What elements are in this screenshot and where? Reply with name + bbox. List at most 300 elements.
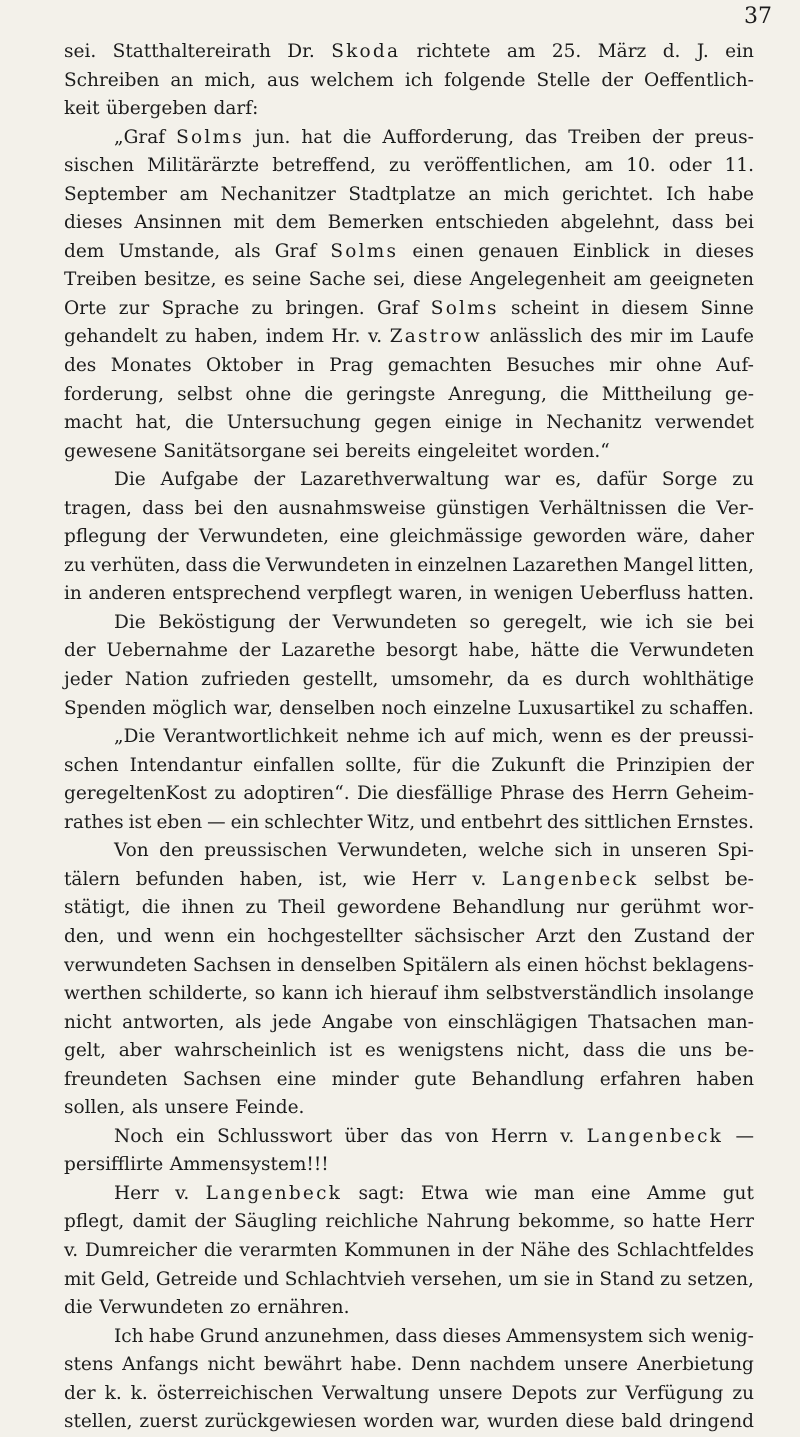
word: so: [254, 983, 276, 1005]
word: eingeleitet: [417, 440, 518, 462]
word: Graf: [274, 240, 317, 262]
word: schen: [64, 754, 119, 776]
word: unsere: [438, 1382, 503, 1404]
word: ihnen: [181, 897, 235, 919]
word: gestellt,: [302, 669, 379, 691]
word: gewesene: [64, 440, 157, 462]
word: der: [722, 925, 754, 947]
word: wohlthätige: [642, 669, 754, 691]
word: Verwaltung: [322, 1382, 430, 1404]
word: zu: [245, 897, 268, 919]
word: wenn: [164, 925, 215, 947]
word: jun.: [254, 126, 291, 148]
word: darf:: [213, 98, 259, 120]
word: worden: [363, 1411, 434, 1433]
word: befunden: [135, 868, 224, 890]
text-line: [64, 609, 754, 638]
text-line: [64, 38, 754, 67]
word: September: [64, 183, 168, 205]
word: der: [288, 611, 320, 633]
word: dass: [185, 554, 228, 576]
word: auf: [454, 726, 484, 748]
word: ein: [226, 925, 256, 947]
word: anlässlich: [489, 326, 583, 348]
word: Schlachtvieh: [284, 1268, 406, 1290]
text-line: [64, 238, 754, 267]
text-line: [64, 381, 754, 410]
word: als: [234, 240, 261, 262]
word: hätte: [530, 640, 580, 662]
word: Denn: [411, 1354, 461, 1376]
word: Angelegenheit: [469, 269, 606, 291]
text-line: [64, 837, 754, 866]
word: v.: [560, 1125, 575, 1147]
word: sich: [648, 1325, 686, 1347]
word: Hr.: [331, 326, 361, 348]
word: in: [296, 355, 315, 377]
word: entsprechend: [172, 583, 301, 605]
word: werthen: [64, 983, 142, 1005]
word: noch: [381, 697, 427, 719]
word: war,: [233, 697, 273, 719]
word: Behandlung: [471, 1068, 585, 1090]
word: ich: [417, 726, 446, 748]
word: indem: [265, 326, 324, 348]
word: sei.: [64, 41, 97, 62]
text-line: [64, 1408, 754, 1437]
word: ihm: [443, 983, 480, 1005]
word: Einblick: [572, 240, 650, 262]
word: eine: [590, 1182, 631, 1204]
text-line: [64, 295, 754, 324]
text-line: [64, 1037, 754, 1066]
word: am: [506, 41, 536, 62]
word: mit: [233, 212, 265, 234]
word: die: [576, 754, 605, 776]
text-line: [64, 152, 754, 181]
word: günstigen: [436, 497, 530, 519]
word: Graf: [376, 297, 419, 319]
word: der: [64, 1382, 96, 1404]
word: aber: [118, 1040, 162, 1062]
word: um: [508, 1268, 538, 1290]
word: der: [601, 69, 633, 91]
word: den,: [64, 925, 105, 947]
word: Sinne: [700, 297, 754, 319]
word: Lazarethverwaltung: [300, 469, 490, 491]
word: hochgestellter: [267, 925, 403, 947]
word: dass: [671, 212, 714, 234]
word: bei: [725, 611, 754, 633]
word: Anregung,: [448, 383, 547, 405]
word: Laufe: [700, 326, 754, 348]
word: von: [445, 1125, 479, 1147]
word: geringste: [346, 383, 436, 405]
text-line: [64, 552, 754, 581]
body-text: [64, 38, 754, 1437]
word: Ich: [114, 1325, 144, 1347]
word: die: [232, 554, 261, 576]
word: jede: [272, 1011, 312, 1033]
word: v.: [367, 326, 383, 348]
word: der: [156, 526, 189, 548]
word: Verfügung: [625, 1382, 724, 1404]
word: dieses: [695, 240, 754, 262]
word: ein: [725, 41, 754, 62]
word: einige: [444, 412, 503, 434]
word: gewordene: [336, 897, 441, 919]
word: ohne: [655, 355, 702, 377]
word: betreffend,: [272, 155, 376, 177]
word: es: [610, 726, 632, 748]
text-line: [64, 980, 754, 1009]
word: Militärärzte: [147, 155, 260, 177]
word: ein: [230, 811, 260, 833]
word: gerichtet.: [562, 183, 654, 205]
word: dass: [582, 1040, 625, 1062]
word: es: [364, 1040, 386, 1062]
word: ich: [334, 983, 364, 1005]
word: war,: [440, 1411, 481, 1433]
word: zu: [64, 554, 86, 576]
word: einfallen: [253, 754, 335, 776]
word: Luxusartikel: [517, 697, 635, 719]
text-line: [64, 209, 754, 238]
word: verpflegt: [307, 583, 392, 605]
word: nicht: [207, 1354, 255, 1376]
word: Monates: [110, 355, 192, 377]
word: Orte: [64, 297, 107, 319]
word: Langenbeck: [205, 1182, 343, 1204]
word: Theil: [278, 897, 326, 919]
word: habe,: [468, 640, 520, 662]
word: hierauf: [369, 983, 438, 1005]
word: die: [590, 640, 620, 662]
word: geregelt,: [502, 611, 588, 633]
word: Depots: [511, 1382, 578, 1404]
word: wie: [363, 868, 396, 890]
word: sittlichen: [584, 811, 672, 833]
word: unsere: [164, 1097, 229, 1119]
word: Phrase: [499, 783, 565, 805]
word: Auf-: [716, 355, 754, 377]
word: wie: [600, 611, 633, 633]
word: die: [677, 497, 706, 519]
word: Ver-: [716, 497, 754, 519]
word: Verwundeten,: [198, 526, 330, 548]
word: adoptiren“.: [243, 783, 350, 805]
word: Mittheilung: [601, 383, 712, 405]
word: sagt:: [358, 1182, 405, 1204]
word: der: [194, 1211, 226, 1233]
word: antworten,: [122, 1011, 225, 1033]
text-line: [64, 266, 754, 295]
word: persifflirte: [64, 1154, 164, 1176]
word: gehandelt: [64, 326, 158, 348]
word: nehme: [346, 726, 410, 748]
word: man: [534, 1182, 575, 1204]
word: Verwundeten: [99, 1297, 224, 1319]
word: entbehrt: [460, 811, 542, 833]
word: haben: [696, 1068, 754, 1090]
word: Die: [356, 783, 389, 805]
word: am: [613, 269, 642, 291]
word: Zukunft: [491, 754, 566, 776]
word: so: [623, 1211, 645, 1233]
text-line: [64, 1180, 754, 1209]
page-number: 37: [744, 4, 772, 29]
word: sollen,: [64, 1097, 126, 1119]
word: Lazarethen: [512, 554, 619, 576]
word: die: [141, 897, 171, 919]
word: folgende: [444, 69, 526, 91]
word: in: [394, 554, 413, 576]
word: d.: [662, 41, 681, 62]
word: be-: [724, 868, 754, 890]
word: Stelle: [536, 69, 591, 91]
word: Anfangs: [122, 1354, 199, 1376]
word: Solms: [330, 240, 399, 262]
word: in: [591, 297, 610, 319]
word: an: [468, 183, 492, 205]
word: zurückgewiesen: [204, 1411, 357, 1433]
word: Herrn: [491, 1125, 548, 1147]
word: selbstverständlich: [485, 983, 658, 1005]
word: diesfällige: [395, 783, 493, 805]
word: geworden: [532, 526, 627, 548]
word: es: [542, 669, 563, 691]
word: schilderte,: [148, 983, 249, 1005]
word: gemachten: [387, 355, 492, 377]
word: diesem: [621, 297, 689, 319]
word: stätigt,: [64, 897, 131, 919]
word: eine: [339, 526, 380, 548]
word: Die: [114, 469, 146, 491]
text-line: [64, 67, 754, 96]
word: unsere: [564, 1354, 629, 1376]
word: in: [469, 583, 488, 605]
text-line: [64, 695, 754, 724]
word: Verhältnissen: [539, 497, 667, 519]
word: nicht: [64, 1011, 112, 1033]
word: dringend: [668, 1411, 754, 1433]
word: mir: [609, 355, 642, 377]
word: dafür: [596, 469, 647, 491]
text-line: [64, 923, 754, 952]
text-line: [64, 894, 754, 923]
word: des: [546, 811, 580, 833]
word: man-: [707, 1011, 754, 1033]
word: v.: [64, 1239, 79, 1261]
word: habe: [148, 1325, 195, 1347]
word: verwendet: [654, 412, 754, 434]
word: und: [243, 1268, 279, 1290]
word: und: [420, 811, 456, 833]
word: entschieden: [435, 212, 549, 234]
word: 11.: [724, 155, 754, 177]
word: als: [131, 1097, 159, 1119]
word: für: [412, 754, 441, 776]
text-line: [64, 780, 754, 809]
word: tragen,: [64, 497, 132, 519]
word: gute: [414, 1068, 457, 1090]
text-line: [64, 580, 754, 609]
word: an: [170, 69, 194, 91]
word: Prag: [329, 355, 374, 377]
word: den: [587, 925, 622, 947]
word: ist: [329, 1040, 353, 1062]
word: wor-: [711, 897, 754, 919]
word: Arzt: [535, 925, 576, 947]
word: ich: [404, 69, 434, 91]
word: anzunehmen,: [264, 1325, 391, 1347]
word: schlechter: [264, 811, 363, 833]
word: —: [735, 1125, 754, 1147]
word: bald: [621, 1411, 663, 1433]
word: verarmten: [239, 1239, 338, 1261]
word: zu: [732, 1382, 754, 1404]
word: Witz,: [367, 811, 416, 833]
text-line: [64, 723, 754, 752]
word: die: [559, 383, 589, 405]
word: bekomme,: [518, 1211, 616, 1233]
word: oder: [668, 155, 712, 177]
word: Mangel: [623, 554, 694, 576]
word: bei: [194, 497, 224, 519]
word: hat,: [135, 412, 172, 434]
word: dass: [395, 1325, 438, 1347]
word: die: [64, 1297, 93, 1319]
word: dieses: [64, 212, 123, 234]
word: Herr: [709, 1211, 754, 1233]
word: österreichischen: [156, 1382, 314, 1404]
word: Herr: [114, 1182, 159, 1204]
word: Stand: [599, 1268, 655, 1290]
word: beklagens-: [652, 954, 754, 976]
word: preus-: [694, 126, 754, 148]
text-line: [64, 1009, 754, 1038]
word: am: [179, 183, 209, 205]
word: sie: [686, 611, 713, 633]
text-line: [64, 181, 754, 210]
word: die: [451, 754, 481, 776]
word: Zustand: [633, 925, 711, 947]
word: besitze,: [144, 269, 217, 291]
word: Sachsen: [182, 1068, 262, 1090]
word: selbst: [654, 868, 710, 890]
word: am: [584, 155, 614, 177]
word: einzelne: [432, 697, 512, 719]
word: möglich: [152, 697, 228, 719]
word: pflegt,: [64, 1211, 125, 1233]
word: ge-: [724, 383, 754, 405]
word: Ammensystem!!!: [169, 1154, 329, 1176]
word: eben: [156, 811, 203, 833]
word: damit: [132, 1211, 187, 1233]
word: einen: [412, 240, 464, 262]
word: welche: [478, 840, 545, 862]
word: sischen: [64, 155, 135, 177]
word: bewährt: [263, 1354, 342, 1376]
word: die: [637, 1040, 667, 1062]
word: Nation: [124, 669, 189, 691]
word: gegen: [373, 412, 432, 434]
text-line: [64, 752, 754, 781]
word: mich: [503, 183, 550, 205]
word: zu: [660, 1268, 682, 1290]
word: und: [116, 925, 153, 947]
word: veröffentlichen,: [423, 155, 572, 177]
word: Angabe: [322, 1011, 394, 1033]
word: dieses: [442, 1325, 502, 1347]
word: Die: [114, 611, 146, 633]
word: die: [304, 383, 334, 405]
text-line: [64, 495, 754, 524]
word: preussischen: [204, 840, 328, 862]
text-line: [64, 1208, 754, 1237]
word: sollte,: [345, 754, 403, 776]
word: des: [577, 1239, 610, 1261]
word: in: [663, 240, 682, 262]
word: k.: [130, 1382, 148, 1404]
word: das: [400, 1125, 433, 1147]
word: jeder: [64, 669, 113, 691]
word: wurden: [487, 1411, 559, 1433]
word: waren,: [398, 583, 463, 605]
word: die: [342, 126, 372, 148]
word: im: [669, 326, 694, 348]
word: gut: [722, 1182, 754, 1204]
word: aus: [266, 69, 300, 91]
word: gerühmt: [620, 897, 701, 919]
word: Herrn: [611, 783, 669, 805]
word: Von: [114, 840, 149, 862]
word: „Graf: [114, 126, 166, 148]
word: so: [469, 611, 491, 633]
word: Ich: [666, 183, 696, 205]
word: des: [590, 326, 623, 348]
word: freundeten: [64, 1068, 168, 1090]
word: besorgt: [386, 640, 458, 662]
word: Verwundeten: [629, 640, 754, 662]
word: erfahren: [599, 1068, 681, 1090]
word: der: [652, 126, 684, 148]
word: nicht,: [516, 1040, 570, 1062]
word: ohne: [245, 383, 292, 405]
word: März: [597, 41, 647, 62]
text-line: [64, 666, 754, 695]
text-line: [64, 1123, 754, 1152]
word: ist: [128, 811, 152, 833]
word: Getreide: [155, 1268, 238, 1290]
word: Langenbeck: [501, 868, 639, 890]
word: stellen,: [64, 1411, 133, 1433]
text-line: [64, 866, 754, 895]
word: übergeben: [105, 98, 208, 120]
word: es: [224, 269, 245, 291]
word: denselben: [279, 697, 376, 719]
word: Prinzipien: [615, 754, 712, 776]
word: denselben: [300, 954, 397, 976]
word: Sanitätsorgane: [163, 440, 307, 462]
word: setzen,: [687, 1268, 754, 1290]
word: Sorge: [661, 469, 718, 491]
word: k.: [104, 1382, 122, 1404]
word: Geheim-: [675, 783, 754, 805]
word: Treiben: [64, 269, 137, 291]
word: da: [506, 669, 530, 691]
word: Lazarethe: [281, 640, 376, 662]
